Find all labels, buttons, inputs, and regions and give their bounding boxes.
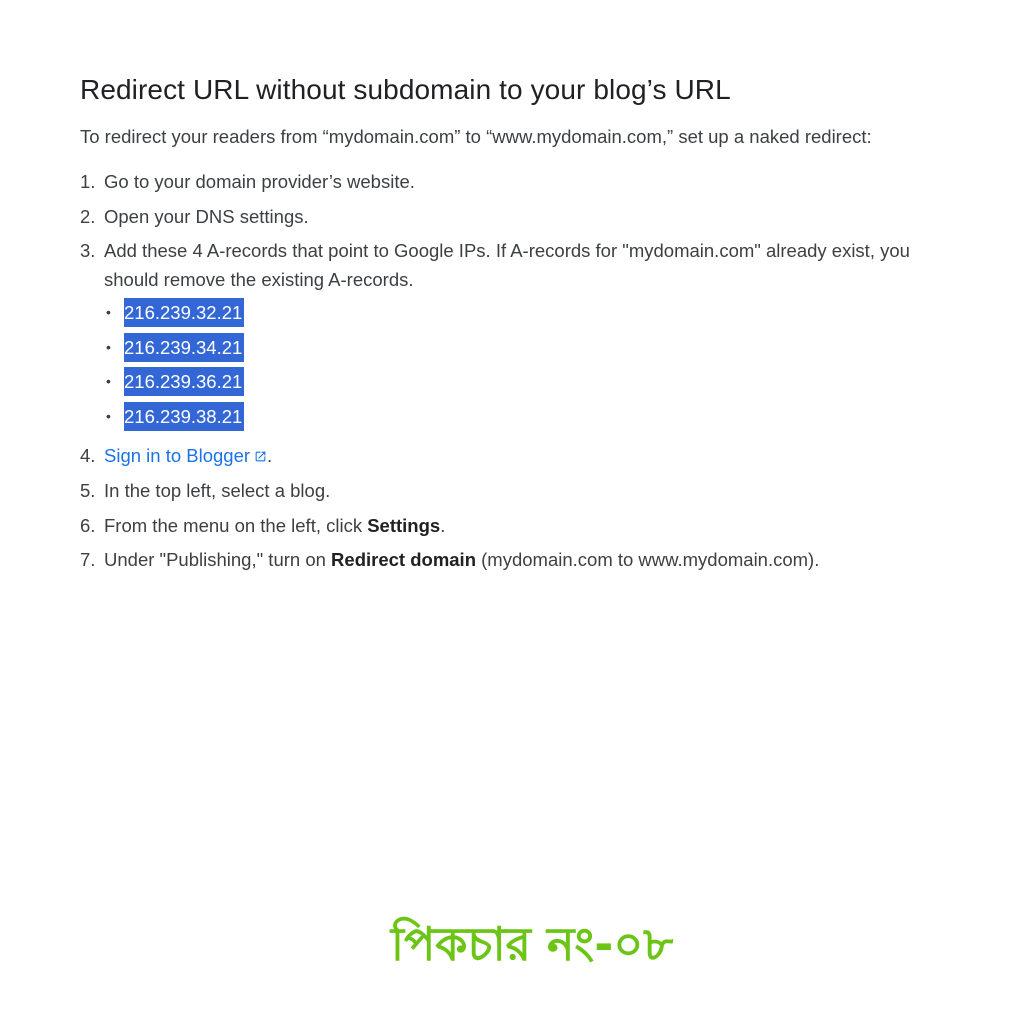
step-1 <box>80 167 940 196</box>
article-intro: To redirect your readers from “mydomain.com” to “www.mydomain.com,” set up a naked redirect: <box>80 126 872 147</box>
step-5 <box>80 476 940 505</box>
step-number: 5. <box>80 480 96 501</box>
ip-address-selected[interactable]: 216.239.38.21 <box>124 402 244 431</box>
picture-caption: পিকচার নং-০৮ <box>390 917 674 971</box>
ip-address-selected[interactable]: 216.239.36.21 <box>124 367 244 396</box>
steps-list <box>80 167 940 574</box>
step-4 <box>80 441 940 471</box>
bullet-icon: • <box>106 338 111 355</box>
step-number: 1. <box>80 171 96 192</box>
step-number: 2. <box>80 205 96 227</box>
step-text-prefix: Under "Publishing," turn on <box>104 549 332 570</box>
ip-list-item <box>104 298 940 327</box>
step-number: 6. <box>80 514 96 536</box>
help-article <box>80 72 940 580</box>
step-text: Add these 4 A-records that point to Google IPs. If A-records for "mydomain.com" already exist, you should remove the existing A-records. <box>104 240 910 290</box>
ip-list-item <box>104 402 940 431</box>
step-number: 7. <box>80 549 96 570</box>
ip-address-list <box>104 298 940 431</box>
step-text: Open your DNS settings. <box>104 205 309 227</box>
step-2 <box>80 202 940 231</box>
article-title: Redirect URL without subdomain to your blog’s URL <box>80 74 731 105</box>
ip-list-item <box>104 367 940 396</box>
step-number: 4. <box>80 444 96 466</box>
bullet-icon: • <box>106 373 111 389</box>
bullet-icon: • <box>106 304 111 320</box>
step-6 <box>80 511 940 540</box>
step-number: 3. <box>80 240 96 261</box>
settings-label: Settings <box>367 514 441 536</box>
step-text: Go to your domain provider’s website. <box>104 171 415 192</box>
step-text: In the top left, select a blog. <box>104 480 331 501</box>
ip-address-selected[interactable]: 216.239.32.21 <box>124 298 244 327</box>
step-suffix: . <box>267 444 273 466</box>
step-suffix: (mydomain.com to www.mydomain.com). <box>476 549 820 570</box>
bullet-icon: • <box>106 407 111 424</box>
step-7 <box>80 545 940 574</box>
sign-in-to-blogger-link[interactable] <box>104 445 267 466</box>
step-text-prefix: From the menu on the left, click <box>104 514 368 536</box>
redirect-domain-label: Redirect domain <box>331 549 476 570</box>
external-link-icon <box>254 442 267 471</box>
ip-address-selected[interactable]: 216.239.34.21 <box>124 333 244 362</box>
ip-list-item <box>104 333 940 362</box>
step-suffix: . <box>440 514 446 536</box>
step-3 <box>80 236 940 431</box>
link-label: Sign in to Blogger <box>104 444 251 466</box>
